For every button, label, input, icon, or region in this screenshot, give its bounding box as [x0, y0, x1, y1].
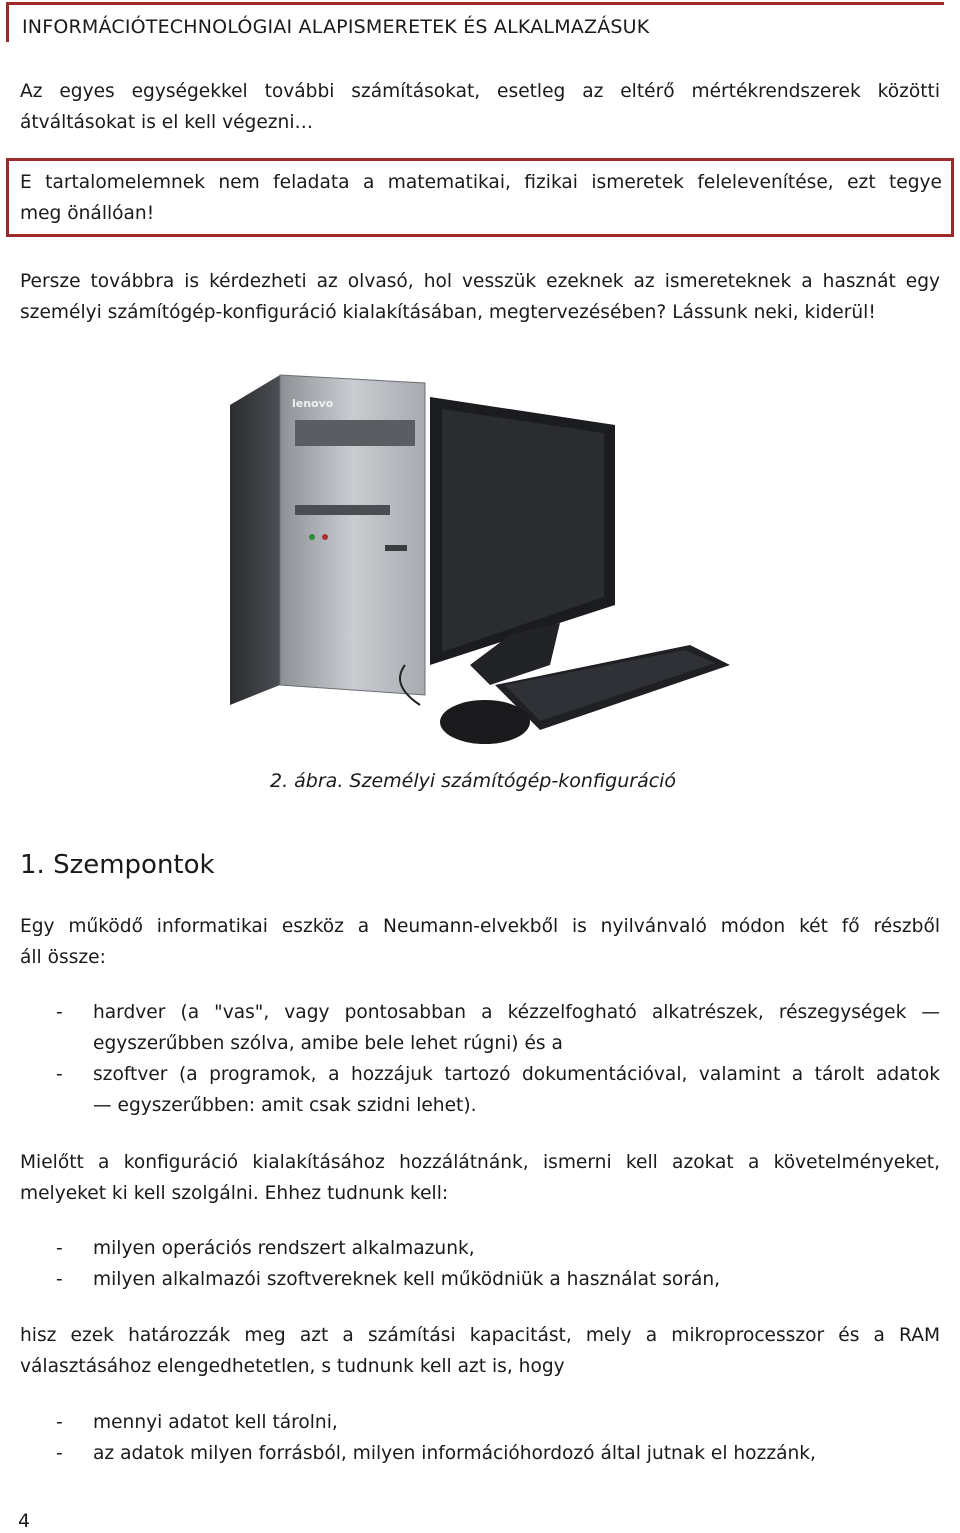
text-line: E tartalomelemnek nem feladata a matematikai, fizikai ismeretek felelevenítése, ezt tegye [20, 172, 942, 193]
list-dash: - [56, 1269, 63, 1290]
paragraph-requirements [20, 1147, 940, 1209]
list-item-text: milyen alkalmazói szoftvereknek kell működniük a használat során, [93, 1269, 721, 1290]
list-item [20, 1438, 940, 1469]
list-item-text: milyen operációs rendszert alkalmazunk, [93, 1238, 475, 1259]
computer-illustration [220, 365, 740, 765]
text-line: egyszerűbben szólva, amibe bele lehet rúgni) és a [93, 1033, 563, 1054]
list-item [20, 1264, 940, 1295]
text-line: választásához elengedhetetlen, s tudnunk kell azt is, hogy [20, 1356, 565, 1377]
paragraph-neumann [20, 911, 940, 973]
tower-side [230, 375, 280, 705]
list-item-text: az adatok milyen forrásból, milyen információhordozó által jutnak el hozzánk, [93, 1443, 816, 1464]
list-item [20, 1407, 940, 1438]
text-line: hisz ezek határozzák meg azt a számítási kapacitást, mely a mikroprocesszor és a RAM [20, 1325, 940, 1346]
list-dash: - [56, 1002, 63, 1023]
note-text [20, 167, 942, 229]
usb-port [385, 545, 407, 551]
page-number: 4 [18, 1510, 31, 1532]
text-line: — egyszerűbben: amit csak szidni lehet). [93, 1095, 477, 1116]
list-item [20, 1233, 940, 1264]
text-line: Persze továbbra is kérdezheti az olvasó, hol vesszük ezeknek az ismereteknek a hasznát egy [20, 271, 940, 292]
text-line: Egy működő informatikai eszköz a Neumann-elvekből is nyilvánvaló módon két fő részből [20, 916, 940, 937]
page-header [6, 2, 944, 42]
list-item [20, 997, 940, 1059]
text-line: átváltásokat is el kell végezni… [20, 112, 314, 133]
hardware-software-list [20, 997, 940, 1121]
pc-configuration-image [220, 365, 740, 765]
paragraph-units [20, 76, 940, 138]
header-title: INFORMÁCIÓTECHNOLÓGIAI ALAPISMERETEK ÉS ALKALMAZÁSUK [22, 16, 650, 38]
figure-caption: 2. ábra. Személyi számítógép-konfiguráció [270, 770, 677, 792]
power-led [309, 534, 315, 540]
hdd-led [322, 534, 328, 540]
floppy-drive [295, 505, 390, 515]
text-line: melyeket ki kell szolgálni. Ehhez tudnunk kell: [20, 1183, 449, 1204]
list-dash: - [56, 1412, 63, 1433]
paragraph-question [20, 266, 940, 328]
list-dash: - [56, 1064, 63, 1085]
data-storage-list [20, 1407, 940, 1469]
section-heading: 1. Szempontok [20, 850, 215, 880]
tower-brand: lenovo [292, 397, 334, 410]
text-line: Az egyes egységekkel további számításokat, esetleg az eltérő mértékrendszerek közötti [20, 81, 940, 102]
list-dash: - [56, 1443, 63, 1464]
note-box [6, 158, 954, 237]
text-line: Mielőtt a konfiguráció kialakításához hozzálátnánk, ismerni kell azokat a követelményeket, [20, 1152, 940, 1173]
optical-drive [295, 420, 415, 446]
text-line: áll össze: [20, 947, 106, 968]
text-line: szoftver (a programok, a hozzájuk tartozó dokumentációval, valamint a tárolt adatok [93, 1064, 940, 1085]
os-software-list [20, 1233, 940, 1295]
list-item-text: mennyi adatot kell tárolni, [93, 1412, 338, 1433]
paragraph-capacity [20, 1320, 940, 1382]
list-dash: - [56, 1238, 63, 1259]
text-line: meg önállóan! [20, 203, 155, 224]
mouse [440, 700, 530, 744]
text-line: személyi számítógép-konfiguráció kialakításában, megtervezésében? Lássunk neki, kiderül! [20, 302, 876, 323]
text-line: hardver (a "vas", vagy pontosabban a kézzelfogható alkatrészek, részegységek — [93, 1002, 940, 1023]
list-item [20, 1059, 940, 1121]
